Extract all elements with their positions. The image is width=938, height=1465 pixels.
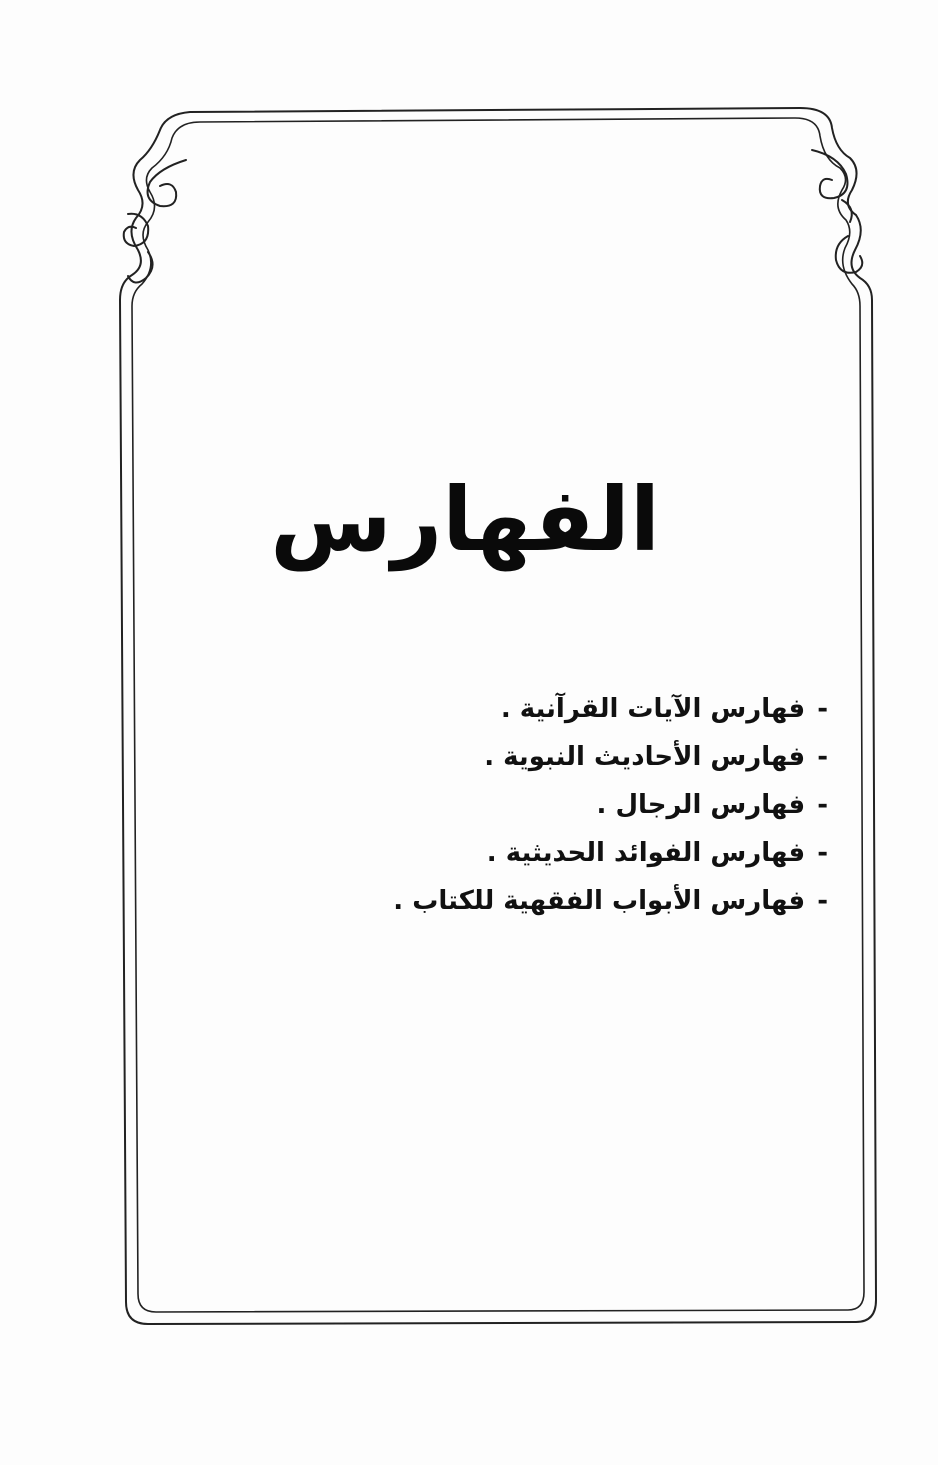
list-dash: -	[817, 886, 828, 916]
list-dash: -	[817, 790, 828, 820]
list-dash: -	[817, 838, 828, 868]
list-item-label: فهارس الآيات القرآنية .	[500, 694, 806, 724]
list-item-label: فهارس الأحاديث النبوية .	[484, 742, 806, 772]
page-title: الفهارس	[270, 468, 660, 571]
list-item	[308, 685, 828, 733]
list-item-label: فهارس الأبواب الفقهية للكتاب .	[393, 886, 806, 916]
list-dash: -	[817, 742, 828, 772]
list-item	[308, 733, 828, 781]
list-item	[308, 781, 828, 829]
list-item-label: فهارس الرجال .	[596, 790, 806, 820]
list-item	[308, 829, 828, 877]
list-item-label: فهارس الفوائد الحديثية .	[486, 838, 806, 868]
index-list	[308, 685, 828, 925]
list-dash: -	[817, 694, 828, 724]
list-item	[308, 877, 828, 925]
